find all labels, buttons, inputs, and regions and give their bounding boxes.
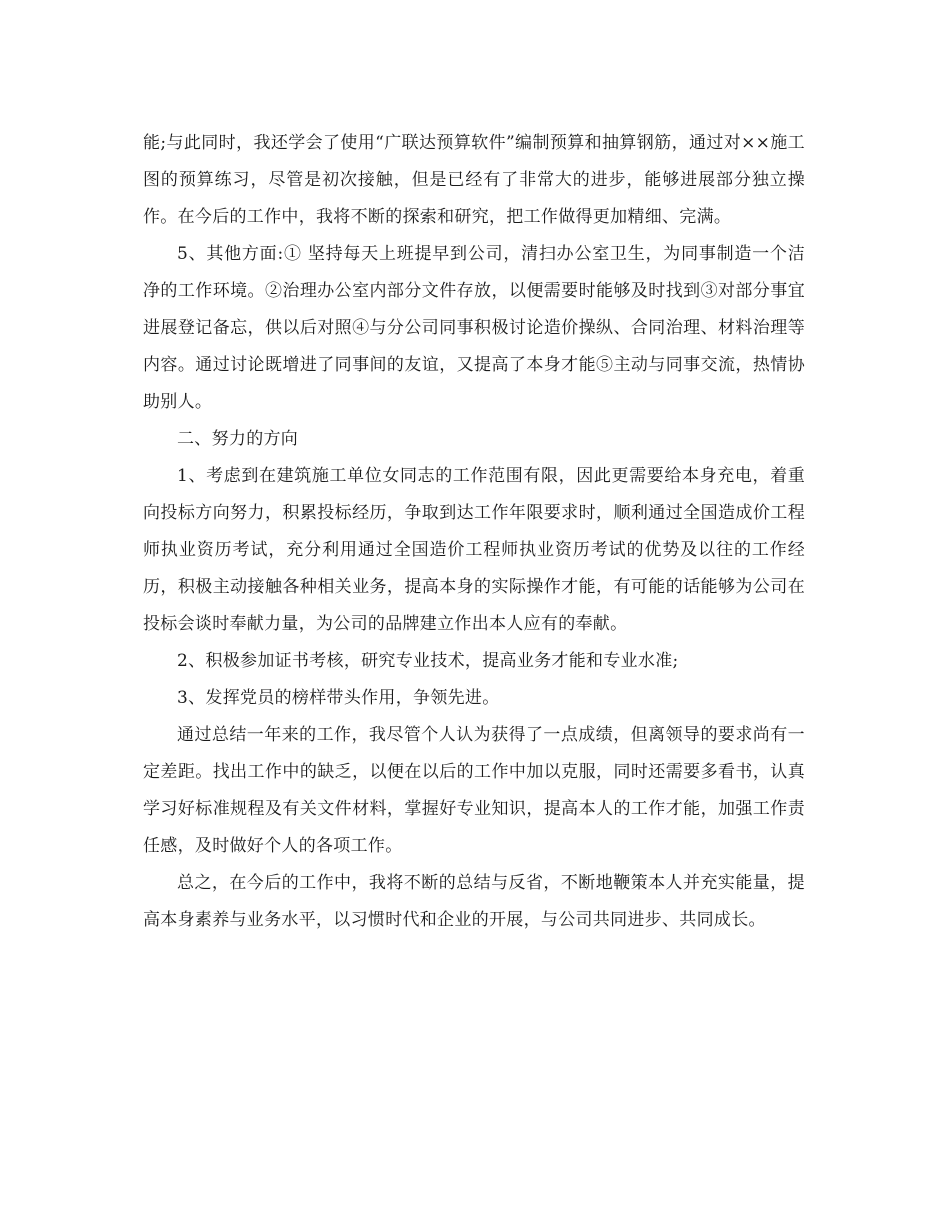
paragraph-item-3: 3、发挥党员的榜样带头作用，争领先进。 <box>177 688 500 708</box>
section-heading-direction: 二、努力的方向 <box>177 429 299 449</box>
paragraph-other-aspects: 5、其他方面:① 坚持每天上班提早到公司，清扫办公室卫生，为同事制造一个洁净的工作环境。②治理办公室内部分文件存放，以便需要时能够及时找到③对部分事宜进展登记备忘，供以后对照④与分公司同事积极讨论造价操纵、合同治理、材料治理等内容。通过讨论既增进了同事间的友谊，又提高了本身才能⑤主动与同事交流，热情协助别人。 <box>143 244 805 412</box>
document-body <box>143 125 805 939</box>
paragraph-continuation: 能;与此同时，我还学会了使用“广联达预算软件”编制预算和抽算钢筋，通过对××施工图的预算练习，尽管是初次接触，但是已经有了非常大的进步，能够进展部分独立操作。在今后的工作中，我将不断的探索和研究，把工作做得更加精细、完满。 <box>143 133 805 227</box>
paragraph-summary: 通过总结一年来的工作，我尽管个人认为获得了一点成绩，但离领导的要求尚有一定差距。找出工作中的缺乏，以便在以后的工作中加以克服，同时还需要多看书，认真学习好标准规程及有关文件材料，掌握好专业知识，提高本人的工作才能，加强工作责任感，及时做好个人的各项工作。 <box>143 725 805 856</box>
paragraph-conclusion: 总之，在今后的工作中，我将不断的总结与反省，不断地鞭策本人并充实能量，提高本身素养与业务水平，以习惯时代和企业的开展，与公司共同进步、共同成长。 <box>143 873 805 930</box>
paragraph-item-2: 2、积极参加证书考核，研究专业技术，提高业务才能和专业水准; <box>177 651 679 671</box>
paragraph-item-1: 1、考虑到在建筑施工单位女同志的工作范围有限，因此更需要给本身充电，着重向投标方向努力，积累投标经历，争取到达工作年限要求时，顺利通过全国造成价工程师执业资历考试，充分利用通过全国造价工程师执业资历考试的优势及以往的工作经历，积极主动接触各种相关业务，提高本身的实际操作才能，有可能的话能够为公司在投标会谈时奉献力量，为公司的品牌建立作出本人应有的奉献。 <box>143 466 805 634</box>
